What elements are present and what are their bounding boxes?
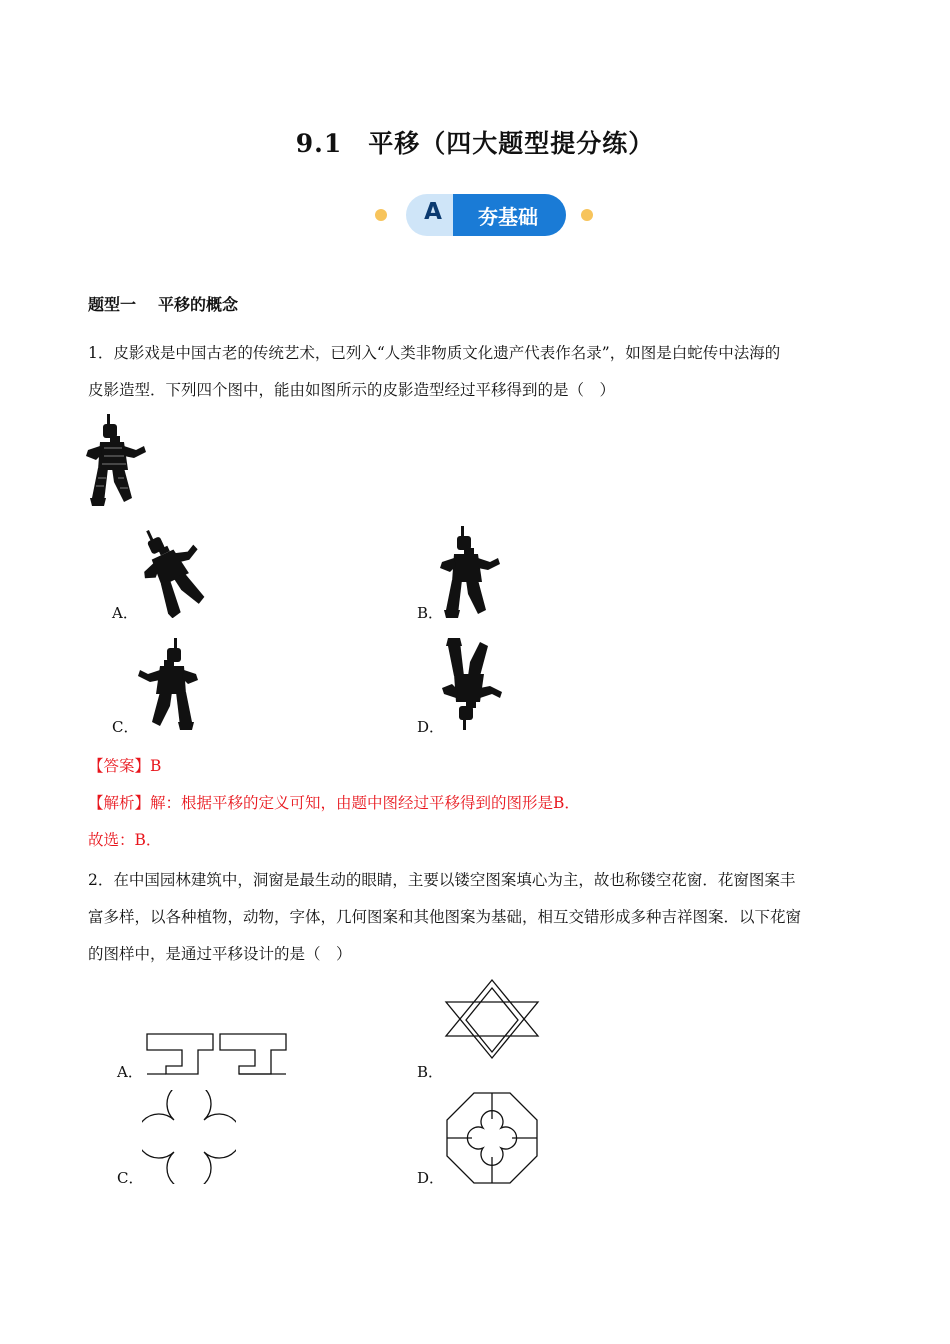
q1-answer xyxy=(88,748,863,785)
q2-option-c-figure xyxy=(142,1090,236,1184)
q1-number: 1． xyxy=(88,344,114,362)
q1-option-c-label: C． xyxy=(112,718,139,736)
q1-option-b-label: B． xyxy=(417,604,444,622)
q2-line-3: 的图样中，是通过平移设计的是（ ） xyxy=(88,945,352,963)
question-2-text xyxy=(88,862,863,973)
q1-option-d-figure xyxy=(440,636,506,732)
q1-conclusion: 故选：B． xyxy=(88,831,162,849)
q2-option-d-label: D． xyxy=(417,1169,445,1187)
puppet-reference-figure xyxy=(84,412,150,508)
analysis-text: 解：根据平移的定义可知，由题中图经过平移得到的图形是B． xyxy=(150,794,580,812)
q2-option-b-figure xyxy=(444,978,540,1060)
level-badge xyxy=(290,192,680,238)
q2-option-a-label: A． xyxy=(117,1063,143,1081)
badge-dot-right xyxy=(581,209,593,221)
q1-analysis xyxy=(88,785,863,822)
section-heading xyxy=(88,292,238,315)
q1-option-a-figure xyxy=(132,520,212,618)
q2-line1-text: 在中国园林建筑中，洞窗是最生动的眼睛，主要以镂空图案填心为主，故也称镂空花窗．花窗图案丰 xyxy=(113,871,796,889)
title-number: 9.1 xyxy=(295,129,343,158)
q1-answer-block xyxy=(88,748,863,859)
q2-option-c-label: C． xyxy=(117,1169,144,1187)
q1-line-1 xyxy=(88,335,863,372)
section-label: 题型一 xyxy=(88,295,137,314)
section-title: 平移的概念 xyxy=(158,295,239,314)
question-1-text xyxy=(88,335,863,409)
q2-option-a-figure xyxy=(146,1032,288,1076)
q1-option-c-figure xyxy=(134,636,200,732)
badge-dot-left xyxy=(375,209,387,221)
q2-number: 2． xyxy=(88,871,114,889)
q1-option-d-label: D． xyxy=(417,718,445,736)
q2-line-1 xyxy=(88,862,863,899)
badge-text: 夯基础 xyxy=(478,205,538,229)
q1-line-2: 皮影造型．下列四个图中，能由如图所示的皮影造型经过平移得到的是（ ） xyxy=(88,381,616,399)
q2-line-2: 富多样，以各种植物，动物，字体，几何图案和其他图案为基础，相互交错形成多种吉祥图案．以下花窗 xyxy=(88,908,802,926)
q1-line1-text: 皮影戏是中国古老的传统艺术，已列入“人类非物质文化遗产代表作名录”，如图是白蛇传中法海的 xyxy=(113,344,781,362)
q1-option-a-label: A． xyxy=(112,604,138,622)
q2-option-b-label: B． xyxy=(417,1063,444,1081)
badge-letter: A xyxy=(424,199,442,225)
page-title xyxy=(0,124,950,160)
answer-tag: 【答案】 xyxy=(88,757,151,775)
q2-option-d-figure xyxy=(446,1092,538,1184)
title-text: 平移（四大题型提分练） xyxy=(368,129,655,158)
q1-option-b-figure xyxy=(438,524,504,620)
analysis-tag: 【解析】 xyxy=(88,794,151,812)
answer-value: B xyxy=(150,757,162,775)
